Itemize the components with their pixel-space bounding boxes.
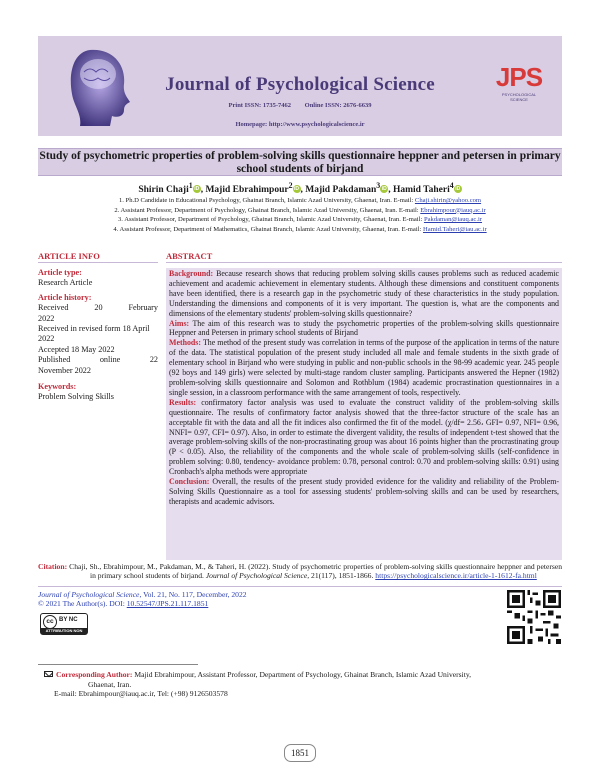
published-date: November 2022	[38, 365, 91, 375]
affiliation-item: 3. Assistant Professor, Department of Psychology, Ghainat Branch, Islamic Azad University, Ghaenat, Iran. E-mail: Pakdaman@iauq.ac.ir	[117, 216, 483, 224]
affiliation-item: 1. Ph.D Candidate in Educational Psychology, Ghainat Branch, Islamic Azad University, Ghaenat, Iran. E-mail: Chaji.shirin@yahoo.com	[118, 197, 482, 204]
author-sup: 4	[449, 181, 454, 190]
journal-header	[38, 36, 562, 136]
journal-title: Journal of Psychological Science	[165, 74, 435, 95]
article-type-value: Research Article	[38, 278, 93, 288]
author-sup: 3	[376, 181, 381, 190]
envelope-icon	[44, 671, 53, 677]
doi-link[interactable]: 10.52547/JPS.21.117.1851	[126, 599, 209, 609]
abstract-methods: Methods: The method of the present study was correlation in terms of the purpose of the application in terms of the nature of the data. The statistical population of the present study included all male and female students in the sixth grade of elementary school in Birjand who were studying in public and non-public schools in the 98-99 academic year. 245 people (92 boys and 149 girls) were selected by multi-stage random cluster sampling. Participants answered the Hepner (1982) problem-solving skills questionnaire and Solomon and Rothblum (1984) academic procrastination questionnaires in a single session, in a classroom performance with the same arrangement of tools, respectively.	[169, 338, 559, 397]
corresponding-label: Corresponding Author:	[56, 670, 133, 679]
abstract-results: Results: confirmatory factor analysis was used to evaluate the construct validity of the problem-solving skills questionnaire. The results of confirmatory factor analysis showed that the three-factor structure of the scale has an acceptable fit with the data and all the fit indices also confirmed the fit of the model. (χ/df= 2.56، GFI= 0.97, NFI= 0.96, NNFI= 0.97, CFI= 0.97). Also, in order to estimate the divergent validity, the results of independent t-test showed that the average problem-solving skills of the non-procrastinating group was about 16 points higher than the procrastinating group (P < 0.05). Also, the reliability of the components and the whole scale of problem-solving skills (self-confidence in problem solving: 0.80, tendency- avoidance problem: 0.78, personal control: 0.70 and problem-solving skills: 0.91) using Cronbach's alpha methods were appropriate	[169, 397, 559, 477]
paper-title-box	[38, 148, 562, 176]
author-email-link[interactable]: Ebrahimpour@iauq.ac.ir	[420, 206, 486, 214]
issn-line	[38, 102, 562, 109]
author-name: Shirin Chaji	[138, 185, 189, 196]
abstract-background: Background: Because research shows that reducing problem solving skills causes problems such as reduced academic achievement and academic achievement in elementary students. Although these dimensions and constituent components have been identified, there is a research gap in the psychometric study of these characteristics in the study population. Understanding the dimensions and components of it is very important. The question is, what are the components and dimensions of the elementary students' problem-solving skills questionnaire?	[169, 269, 559, 318]
article-info	[38, 268, 158, 407]
cc-license-badge[interactable]	[40, 613, 88, 639]
divider	[38, 262, 158, 263]
affiliation-item: 2. Assistant Professor, Department of Psychology, Ghainat Branch, Islamic Azad University, Ghaenat, Iran. E-mail: Ebrahimpour@iauq.ac.ir	[114, 206, 486, 214]
orcid-icon[interactable]: iD	[294, 186, 300, 193]
abstract-heading: ABSTRACT	[166, 251, 213, 261]
orcid-icon[interactable]: iD	[455, 186, 461, 193]
jps-logo-mark: JPS	[495, 62, 543, 92]
journal-volume-line: Journal of Psychological Science, Vol. 21, No. 117, December, 2022 © 2021 The Author(s). DOI: 10.52547/JPS.21.117.1851	[38, 590, 247, 609]
keywords-value: Problem Solving Skills	[38, 392, 114, 402]
author-name: Majid Pakdaman	[305, 185, 377, 196]
cc-icon: cc	[43, 615, 57, 629]
orcid-icon[interactable]: iD	[381, 186, 387, 193]
author-list: Shirin Chaji$^1$ iD , Majid Ebrahimpour$^2$ iD , Majid Pakdaman$^3$ iD , Hamid Taheri$^4$ iD	[138, 181, 461, 196]
divider	[38, 586, 562, 587]
author-email-link[interactable]: Chaji.shirin@yahoo.com	[414, 197, 482, 204]
orcid-icon[interactable]: iD	[194, 186, 200, 193]
affiliations	[38, 196, 562, 234]
author-name: Majid Ebrahimpour	[205, 185, 289, 196]
qr-code-icon[interactable]	[507, 590, 561, 644]
received-year: 2022	[38, 313, 55, 323]
received-line: Received 20 February	[38, 303, 158, 313]
author-sup: 1	[188, 181, 193, 190]
abstract-conclusion: Conclusion: Overall, the results of the present study provided evidence for the validity and reliability of the Problem-Solving Skills Questionnaire as a tool for assessing students' problem-solving skills and can be used by researchers, therapists and academic advisors.	[169, 477, 559, 506]
author-name: Hamid Taheri	[392, 185, 450, 196]
published-line: Published online 22	[38, 355, 158, 365]
author-sup: 2	[288, 181, 293, 190]
article-history-label: Article history:	[38, 292, 92, 302]
corresponding-contact: E-mail: Ebrahimpour@iauq.ac.ir, Tel: (+98) 9126503578	[54, 689, 228, 699]
author-email-link[interactable]: Pakdaman@iauq.ac.ir	[423, 216, 483, 224]
affiliation-item: 4. Assistant Professor, Department of Mathematics, Ghainat Branch, Islamic Azad University, Ghaenat, Iran. E-mail: Hamid.Taheri@iau.ac.ir	[113, 225, 487, 233]
journal-homepage[interactable]: Homepage: http://www.psychologicalscience.ir	[235, 121, 365, 128]
corresponding-author: Corresponding Author: Majid Ebrahimpour, Assistant Professor, Department of Psychology, Ghainat Branch, Islamic Azad University, Ghaenat, Iran. E-mail: Ebrahimpour@iauq.ac.ir, Tel: (+98) 9126503578	[44, 670, 560, 699]
cc-text: BY NC	[59, 617, 78, 623]
revised-date: Received in revised form 18 April 2022	[38, 324, 150, 344]
citation-url-link[interactable]: https://psychologicalscience.ir/article-1-1612-fa.html	[375, 571, 537, 581]
jps-logo	[493, 64, 545, 102]
article-info-heading: ARTICLE INFO	[38, 251, 100, 261]
divider	[38, 664, 198, 665]
corresponding-continued: Ghaenat, Iran.	[88, 679, 132, 689]
cc-bar: ATTRIBUTION NON COMMERCIAL	[41, 628, 87, 634]
page-number: 1851	[284, 744, 316, 762]
abstract-aims: Aims: The aim of this research was to study the psychometric properties of the problem-solving skills questionnaire Heppner and Petersen in primary school students of Birjand	[169, 318, 559, 338]
paper-title: Study of psychometric properties of problem-solving skills questionnaire heppner and petersen in primary school students of birjand	[39, 150, 561, 175]
online-issn: Online ISSN: 2676-6639	[304, 102, 372, 109]
jps-logo-sub: PSYCHOLOGICAL SCIENCE	[501, 92, 537, 102]
article-type-label: Article type:	[38, 268, 82, 277]
print-issn: Print ISSN: 1735-7462	[228, 102, 292, 109]
citation: Citation: Chaji, Sh., Ebrahimpour, M., Pakdaman, M., & Taheri, H. (2022). Study of psychometric properties of problem-solving skills questionnaire heppner and petersen in primary school students of birjand. Journal of Psychological Science, 21(117), 1851-1866. https://psychologicalscience.ir/article-1-1612-fa.html	[38, 562, 562, 581]
abstract-body	[166, 268, 562, 560]
accepted-date: Accepted 18 May 2022	[38, 344, 115, 354]
keywords-label: Keywords:	[38, 382, 77, 392]
divider	[166, 262, 562, 263]
author-email-link[interactable]: Hamid.Taheri@iau.ac.ir	[423, 225, 487, 233]
